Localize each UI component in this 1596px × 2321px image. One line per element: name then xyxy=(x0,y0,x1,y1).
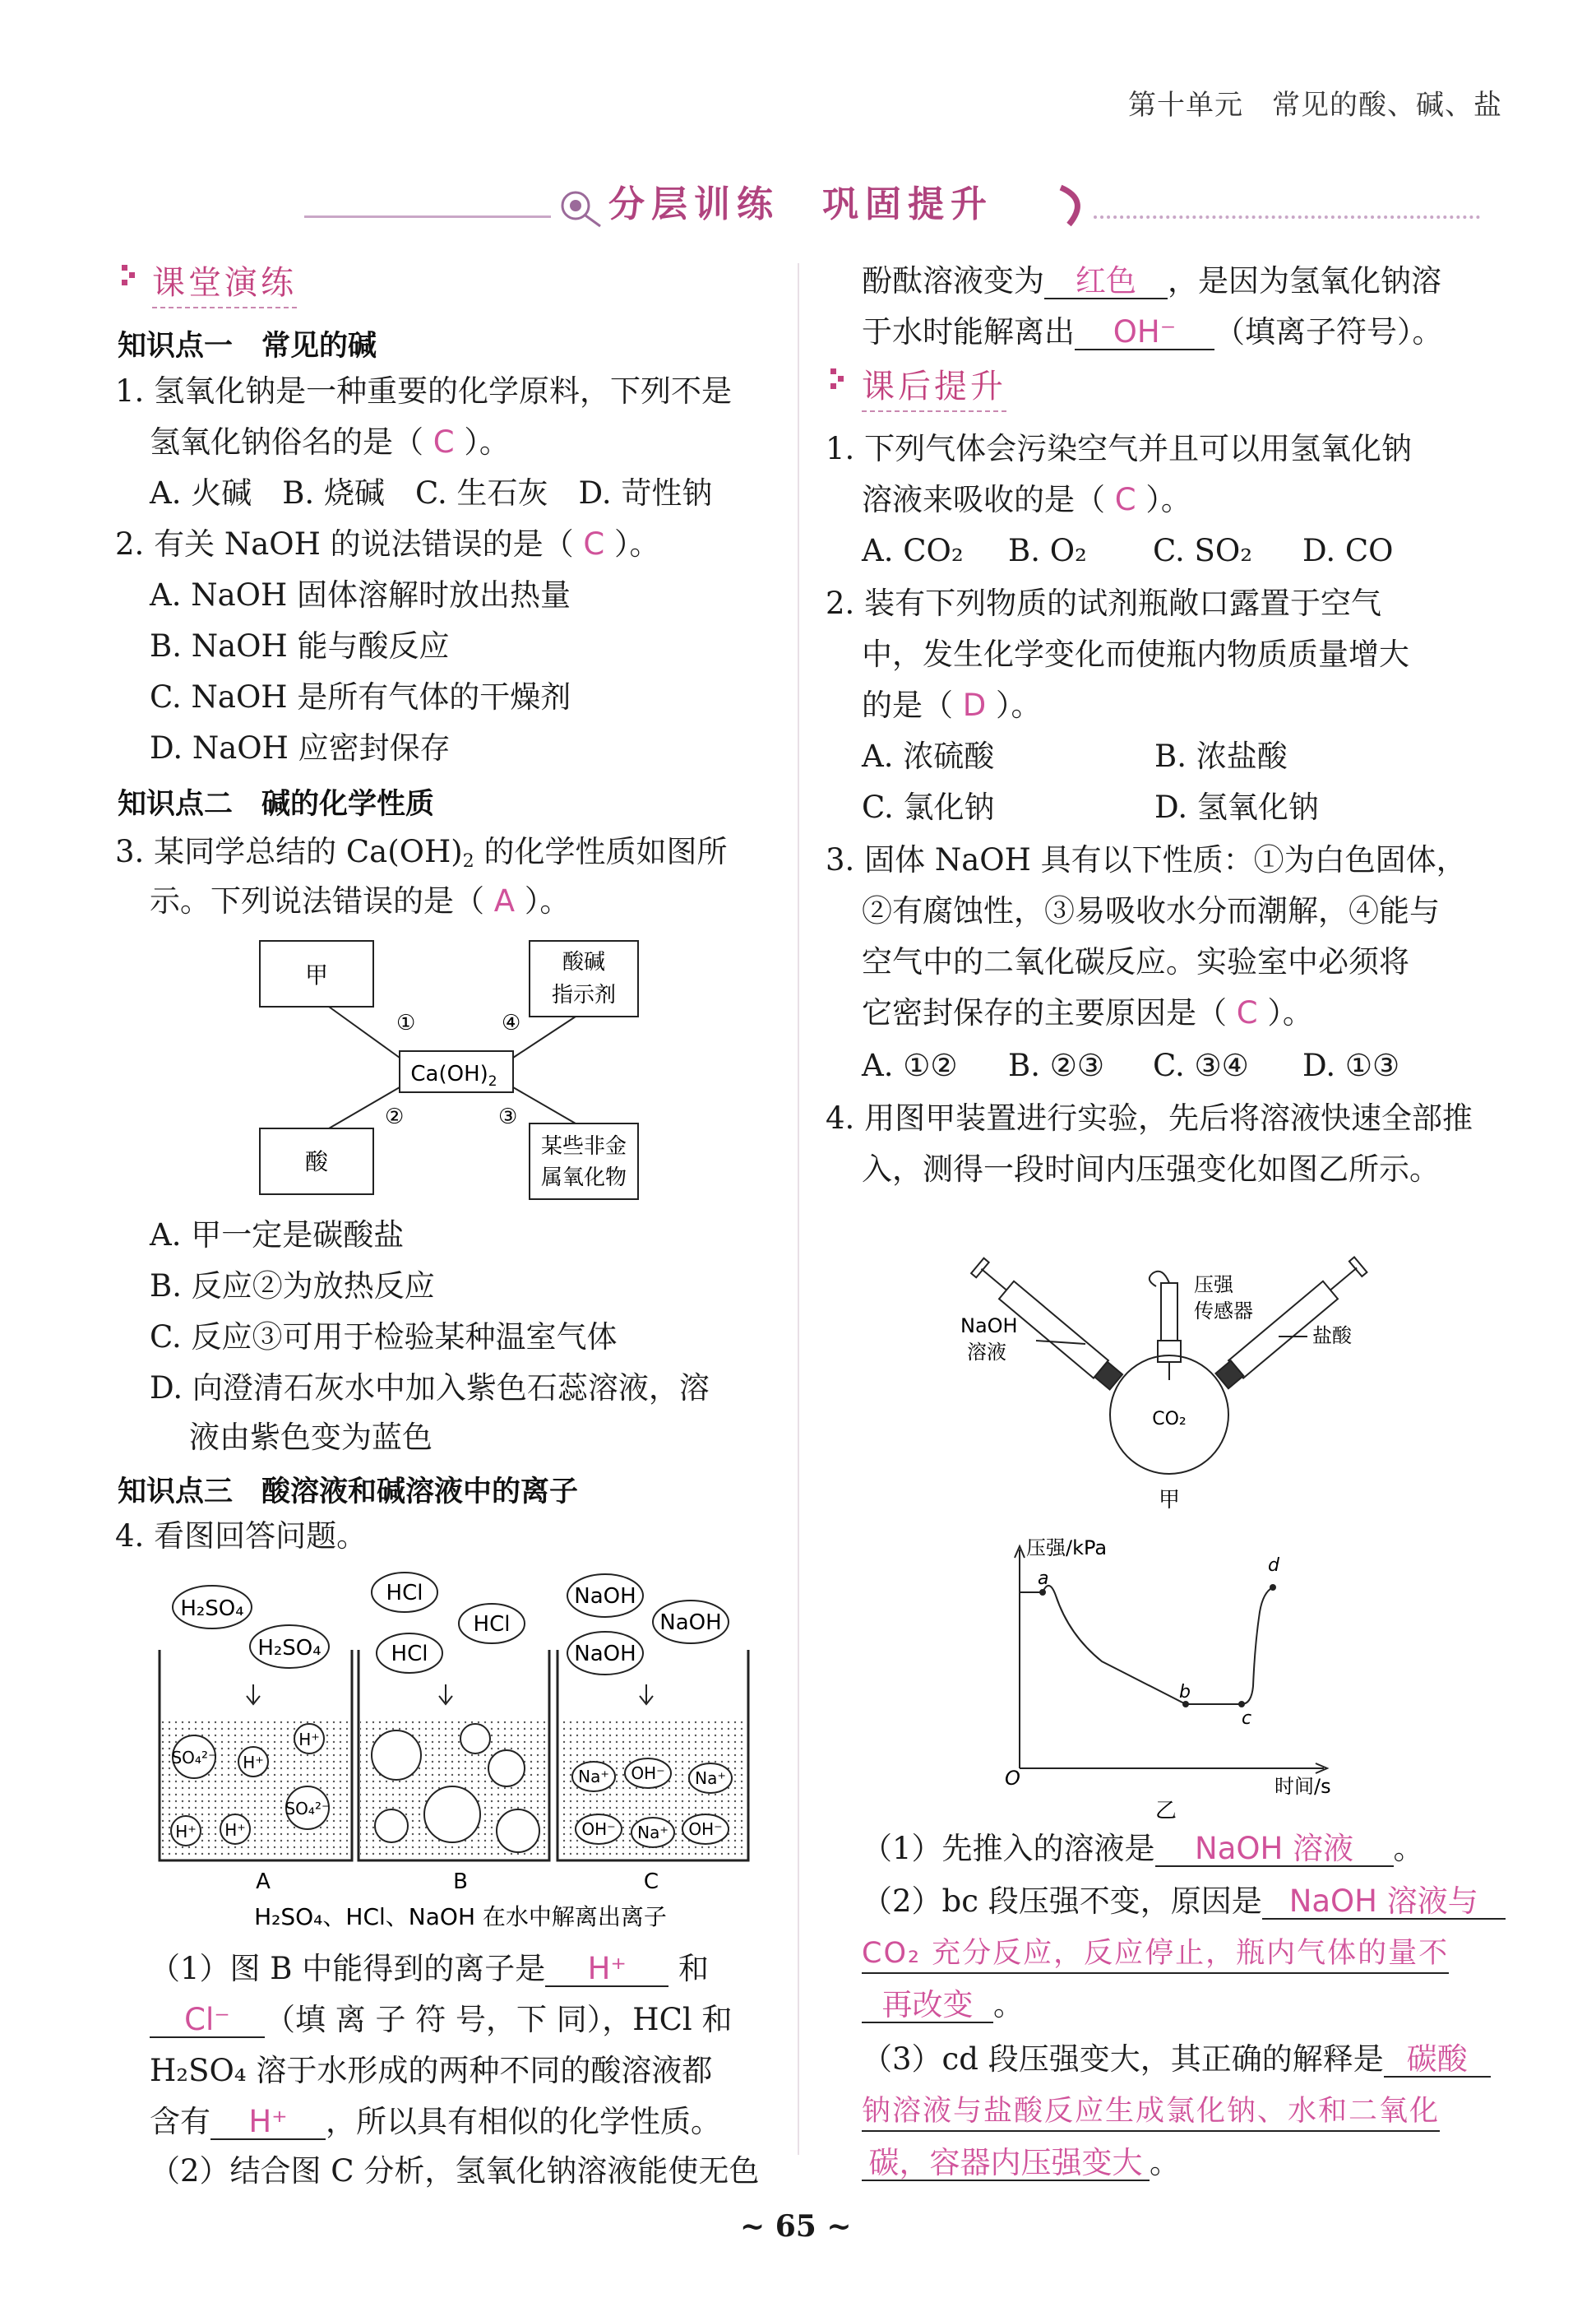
q2-option-c: C. NaOH 是所有气体的干燥剂 xyxy=(150,679,571,715)
r-q4-stem-1: 4. 用图甲装置进行实验，先后将溶液快速全部推 xyxy=(826,1100,1473,1136)
banner-swirl-icon xyxy=(1052,179,1094,229)
svg-text:A: A xyxy=(256,1869,271,1894)
knowledge-point-3: 知识点三 酸溶液和碱溶液中的离子 xyxy=(118,1476,579,1508)
r-q1-option-c: C. SO₂ xyxy=(1153,533,1253,568)
q1-stem-2: 氢氧化钠俗名的是（ C ）。 xyxy=(150,424,510,460)
diagram-oxide-2: 属氧化物 xyxy=(540,1165,627,1190)
caoh2-properties-diagram xyxy=(247,929,674,1209)
section-title-classroom: 课堂演练 xyxy=(152,257,297,308)
naoh-label-2: 溶液 xyxy=(967,1341,1006,1364)
r-q4-2-line3: 再改变 。 xyxy=(862,1985,1024,2025)
svg-text:H⁺: H⁺ xyxy=(243,1753,264,1772)
sensor-label-1: 压强 xyxy=(1194,1273,1233,1296)
r-q1-stem-2: 溶液来吸收的是（ C ）。 xyxy=(862,482,1191,517)
svg-text:SO₄²⁻: SO₄²⁻ xyxy=(171,1748,217,1767)
r-q3-stem-2: ②有腐蚀性，③易吸收水分而潮解，④能与 xyxy=(862,893,1440,929)
r-q4-2-line1: （2）bc 段压强不变，原因是 NaOH 溶液与 xyxy=(862,1882,1506,1921)
svg-text:NaOH: NaOH xyxy=(574,1584,636,1609)
r-q2-answer: D xyxy=(962,688,987,723)
graph-ylabel: 压强/kPa xyxy=(1026,1536,1108,1559)
q1-answer: C xyxy=(433,424,455,460)
graph-caption: 乙 xyxy=(1154,1799,1177,1823)
point-a-label: a xyxy=(1038,1568,1049,1589)
knowledge-point-2: 知识点二 碱的化学性质 xyxy=(118,788,435,821)
graph-xlabel: 时间/s xyxy=(1274,1775,1331,1798)
q3-option-a: A. 甲一定是碳酸盐 xyxy=(150,1217,405,1253)
q3-option-c: C. 反应③可用于检验某种温室气体 xyxy=(150,1319,618,1355)
r-q1-answer: C xyxy=(1114,482,1136,517)
section-dots-icon-2 xyxy=(830,368,844,393)
svg-text:Na⁺: Na⁺ xyxy=(578,1767,609,1786)
knowledge-point-1: 知识点一 常见的碱 xyxy=(118,330,377,363)
svg-text:OH⁻: OH⁻ xyxy=(631,1763,665,1783)
point-b-label: b xyxy=(1179,1682,1191,1703)
svg-text:H⁺: H⁺ xyxy=(224,1820,246,1840)
diagram-n4: ④ xyxy=(502,1011,521,1035)
hcl-label: 盐酸 xyxy=(1312,1324,1352,1347)
svg-text:HCl: HCl xyxy=(473,1612,511,1637)
svg-text:H⁺: H⁺ xyxy=(175,1822,197,1842)
q1-options: A. 火碱 B. 烧碱 C. 生石灰 D. 苛性钠 xyxy=(150,475,713,511)
q4-1-line3: H₂SO₄ 溶于水形成的两种不同的酸溶液都 xyxy=(150,2053,713,2088)
section-title-after-class: 课后提升 xyxy=(862,360,1006,412)
graph-origin: O xyxy=(1005,1767,1020,1790)
r-q2-stem-1: 2. 装有下列物质的试剂瓶敞口露置于空气 xyxy=(826,586,1382,621)
r-q1-stem: 1. 下列气体会污染空气并且可以用氢氧化钠 xyxy=(826,431,1413,466)
svg-text:B: B xyxy=(453,1869,468,1894)
point-c-label: c xyxy=(1242,1708,1252,1729)
co2-label: CO₂ xyxy=(1152,1409,1187,1429)
svg-text:C: C xyxy=(643,1869,659,1894)
q4-1-line1: （1）图 B 中能得到的离子是 H⁺ 和 xyxy=(150,1951,710,1986)
diagram-acid: 酸 xyxy=(304,1148,329,1175)
r-q2-option-c: C. 氯化钠 xyxy=(862,790,995,825)
r-q3-option-d: D. ①③ xyxy=(1302,1048,1400,1083)
q2-option-b: B. NaOH 能与酸反应 xyxy=(150,628,450,664)
r-q2-option-b: B. 浓盐酸 xyxy=(1154,739,1288,774)
banner-title: 分层训练 巩固提升 xyxy=(608,183,993,225)
q4-1-blank-1[interactable]: H⁺ xyxy=(545,1953,668,1987)
svg-text:HCl: HCl xyxy=(386,1581,423,1605)
q3-stem-2: 示。下列说法错误的是（ A ）。 xyxy=(150,883,571,919)
svg-text:HCl: HCl xyxy=(391,1642,428,1666)
svg-text:NaOH: NaOH xyxy=(659,1610,722,1635)
banner-rule-right xyxy=(1094,215,1480,219)
r-q2-stem-3: 的是（ D ）。 xyxy=(862,688,1042,723)
r-q4-3-line1: （3）cd 段压强变大，其正确的解释是 碳酸 xyxy=(862,2040,1491,2079)
beakers-caption: H₂SO₄、HCl、NaOH 在水中解离出离子 xyxy=(254,1903,667,1930)
svg-text:NaOH: NaOH xyxy=(574,1642,636,1666)
r-q3-answer: C xyxy=(1236,995,1258,1031)
svg-text:Na⁺: Na⁺ xyxy=(695,1768,726,1788)
r-q4-1: （1）先推入的溶液是 NaOH 溶液 。 xyxy=(862,1831,1424,1866)
svg-text:H₂SO₄: H₂SO₄ xyxy=(180,1596,244,1621)
svg-text:H⁺: H⁺ xyxy=(298,1730,320,1749)
r-q3-stem-3: 空气中的二氧化碳反应。实验室中必须将 xyxy=(862,944,1409,980)
page-number: ~ 65 ~ xyxy=(740,2209,852,2244)
r-q1-option-b: B. O₂ xyxy=(1008,533,1087,568)
diagram-n1: ① xyxy=(396,1011,416,1035)
point-d-label: d xyxy=(1268,1555,1279,1576)
q2-answer: C xyxy=(583,526,605,562)
q3-option-d: D. 向澄清石灰水中加入紫色石蕊溶液，溶 xyxy=(150,1370,710,1406)
r-q4-2-blank-2[interactable]: CO₂ 充分反应，反应停止，瓶内气体的量不 xyxy=(862,1934,1449,1974)
naoh-label-1: NaOH xyxy=(960,1314,1018,1337)
q4-1-line2: Cl⁻ （填 离 子 符 号，下 同），HCl 和 xyxy=(150,2000,732,2040)
svg-text:OH⁻: OH⁻ xyxy=(688,1819,723,1839)
r-q3-option-c: C. ③④ xyxy=(1153,1048,1249,1083)
diagram-n3: ③ xyxy=(498,1105,518,1129)
ion-beakers-diagram xyxy=(148,1563,773,1941)
q4-1-blank-3[interactable]: H⁺ xyxy=(210,2106,326,2140)
r-q3-stem-1: 3. 固体 NaOH 具有以下性质：①为白色固体， xyxy=(826,842,1467,878)
banner-ornament-icon xyxy=(551,181,608,230)
r-q4-3-blank-1[interactable]: 碳酸 xyxy=(1384,2043,1491,2078)
svg-text:H₂SO₄: H₂SO₄ xyxy=(257,1636,322,1661)
q4-2-line1: （2）结合图 C 分析，氢氧化钠溶液能使无色 xyxy=(150,2153,760,2189)
q4-2-cont-2: 于水时能解离出 OH⁻ （填离子符号）。 xyxy=(862,314,1443,350)
q4-2-blank-1[interactable]: 红色 xyxy=(1044,265,1168,299)
section-dots-icon xyxy=(122,265,135,290)
q4-1-line4: 含有 H⁺ ，所以具有相似的化学性质。 xyxy=(150,2104,721,2139)
svg-text:Na⁺: Na⁺ xyxy=(637,1823,668,1842)
q1-stem: 1. 氢氧化钠是一种重要的化学原料，下列不是 xyxy=(115,373,733,409)
q4-2-blank-2[interactable]: OH⁻ xyxy=(1075,316,1214,350)
diagram-indicator-1: 酸碱 xyxy=(562,950,606,975)
sensor-label-2: 传感器 xyxy=(1194,1299,1253,1323)
column-divider xyxy=(798,263,799,2155)
diagram-center: $Ca(OH)_2$ xyxy=(410,1062,497,1090)
r-q2-stem-2: 中，发生化学变化而使瓶内物质质量增大 xyxy=(862,637,1409,672)
pressure-graph xyxy=(987,1530,1365,1826)
r-q2-option-d: D. 氢氧化钠 xyxy=(1154,790,1319,825)
r-q1-option-a: A. CO₂ xyxy=(862,533,964,568)
r-q4-2-blank-1[interactable]: NaOH 溶液与 xyxy=(1262,1885,1506,1920)
q4-stem: 4. 看图回答问题。 xyxy=(115,1518,368,1554)
diagram-indicator-2: 指示剂 xyxy=(551,983,617,1008)
diagram-n2: ② xyxy=(385,1105,405,1129)
r-q3-stem-4: 它密封保存的主要原因是（ C ）。 xyxy=(862,995,1313,1031)
r-q4-1-blank[interactable]: NaOH 溶液 xyxy=(1155,1832,1394,1867)
q3-option-b: B. 反应②为放热反应 xyxy=(150,1268,435,1304)
q2-option-a: A. NaOH 固体溶解时放出热量 xyxy=(150,577,571,613)
q4-1-blank-2[interactable]: Cl⁻ xyxy=(150,2004,265,2038)
q3-option-d-cont: 液由紫色变为蓝色 xyxy=(189,1420,433,1455)
r-q2-option-a: A. 浓硫酸 xyxy=(862,739,995,774)
unit-header: 第十单元 常见的酸、碱、盐 xyxy=(1128,89,1502,122)
r-q3-option-b: B. ②③ xyxy=(1008,1048,1105,1083)
r-q4-3-line3: 碳，容器内压强变大 。 xyxy=(862,2143,1180,2183)
r-q4-stem-2: 入，测得一段时间内压强变化如图乙所示。 xyxy=(862,1151,1440,1187)
r-q4-3-blank-2[interactable]: 钠溶液与盐酸反应生成氯化钠、水和二氧化 xyxy=(862,2092,1440,2132)
svg-text:OH⁻: OH⁻ xyxy=(581,1819,616,1839)
apparatus-caption: 甲 xyxy=(1158,1488,1181,1513)
apparatus-diagram xyxy=(946,1217,1381,1522)
r-q4-2-blank-3[interactable]: 再改变 xyxy=(862,1989,993,2023)
banner-rule-left xyxy=(304,215,551,218)
diagram-jia: 甲 xyxy=(304,961,329,989)
q2-option-d: D. NaOH 应密封保存 xyxy=(150,730,451,766)
q2-stem: 2. 有关 NaOH 的说法错误的是（ C ）。 xyxy=(115,526,660,562)
r-q1-option-d: D. CO xyxy=(1302,533,1394,568)
q3-answer: A xyxy=(493,883,516,919)
svg-text:SO₄²⁻: SO₄²⁻ xyxy=(285,1799,331,1818)
r-q3-option-a: A. ①② xyxy=(862,1048,958,1083)
q4-2-cont-1: 酚酞溶液变为 红色 ，是因为氢氧化钠溶 xyxy=(862,263,1441,299)
q3-stem: 3. 某同学总结的 $Ca(OH)_2$ 的化学性质如图所 xyxy=(115,834,728,872)
r-q4-3-blank-3[interactable]: 碳，容器内压强变大 xyxy=(862,2147,1150,2181)
diagram-oxide-1: 某些非金 xyxy=(540,1134,627,1159)
